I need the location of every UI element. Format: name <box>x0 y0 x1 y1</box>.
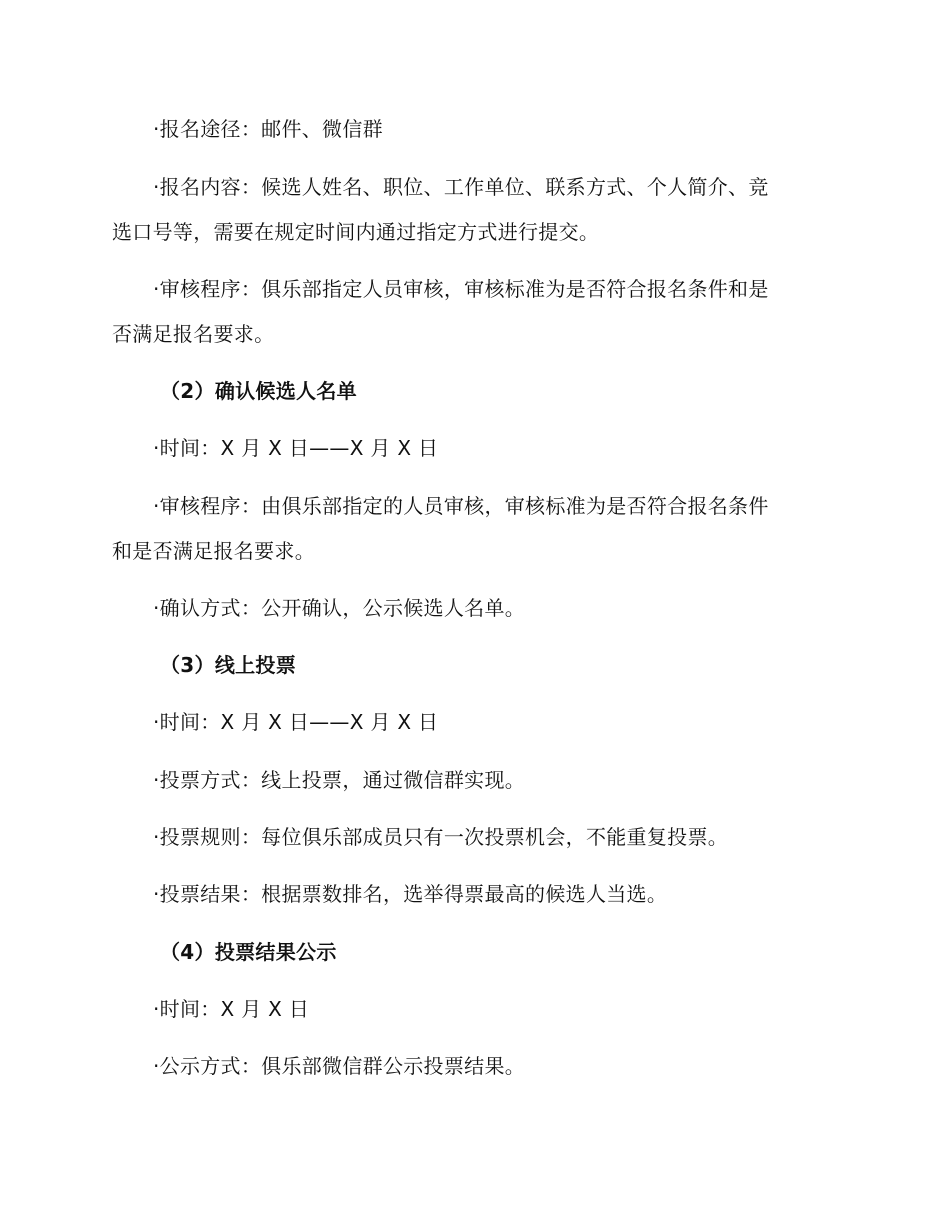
confirm-review-continuation: 和是否满足报名要求。 <box>112 539 315 563</box>
voting-method-item: ·投票方式：线上投票，通过微信群实现。 <box>153 768 526 792</box>
confirm-method-item: ·确认方式：公开确认，公示候选人名单。 <box>153 596 526 620</box>
voting-time-item: ·时间：X 月 X 日——X 月 X 日 <box>153 710 439 734</box>
review-procedure-continuation: 否满足报名要求。 <box>112 322 275 346</box>
voting-rule-item: ·投票规则：每位俱乐部成员只有一次投票机会，不能重复投票。 <box>153 825 729 849</box>
section-heading-online-voting: （3）线上投票 <box>160 653 297 677</box>
voting-result-item: ·投票结果：根据票数排名，选举得票最高的候选人当选。 <box>153 882 668 906</box>
confirm-time-item: ·时间：X 月 X 日——X 月 X 日 <box>153 436 439 460</box>
section-heading-result-announcement: （4）投票结果公示 <box>160 940 337 964</box>
section-heading-confirm-candidates: （2）确认候选人名单 <box>160 379 357 403</box>
confirm-review-item: ·审核程序：由俱乐部指定的人员审核，审核标准为是否符合报名条件 <box>153 494 769 518</box>
announcement-method-item: ·公示方式：俱乐部微信群公示投票结果。 <box>153 1054 526 1078</box>
registration-content-item: ·报名内容：候选人姓名、职位、工作单位、联系方式、个人简介、竞 <box>153 175 769 199</box>
review-procedure-item: ·审核程序：俱乐部指定人员审核，审核标准为是否符合报名条件和是 <box>153 277 769 301</box>
registration-content-continuation: 选口号等，需要在规定时间内通过指定方式进行提交。 <box>112 220 600 244</box>
registration-channel-item: ·报名途径：邮件、微信群 <box>153 117 383 141</box>
announcement-time-item: ·时间：X 月 X 日 <box>153 997 310 1021</box>
